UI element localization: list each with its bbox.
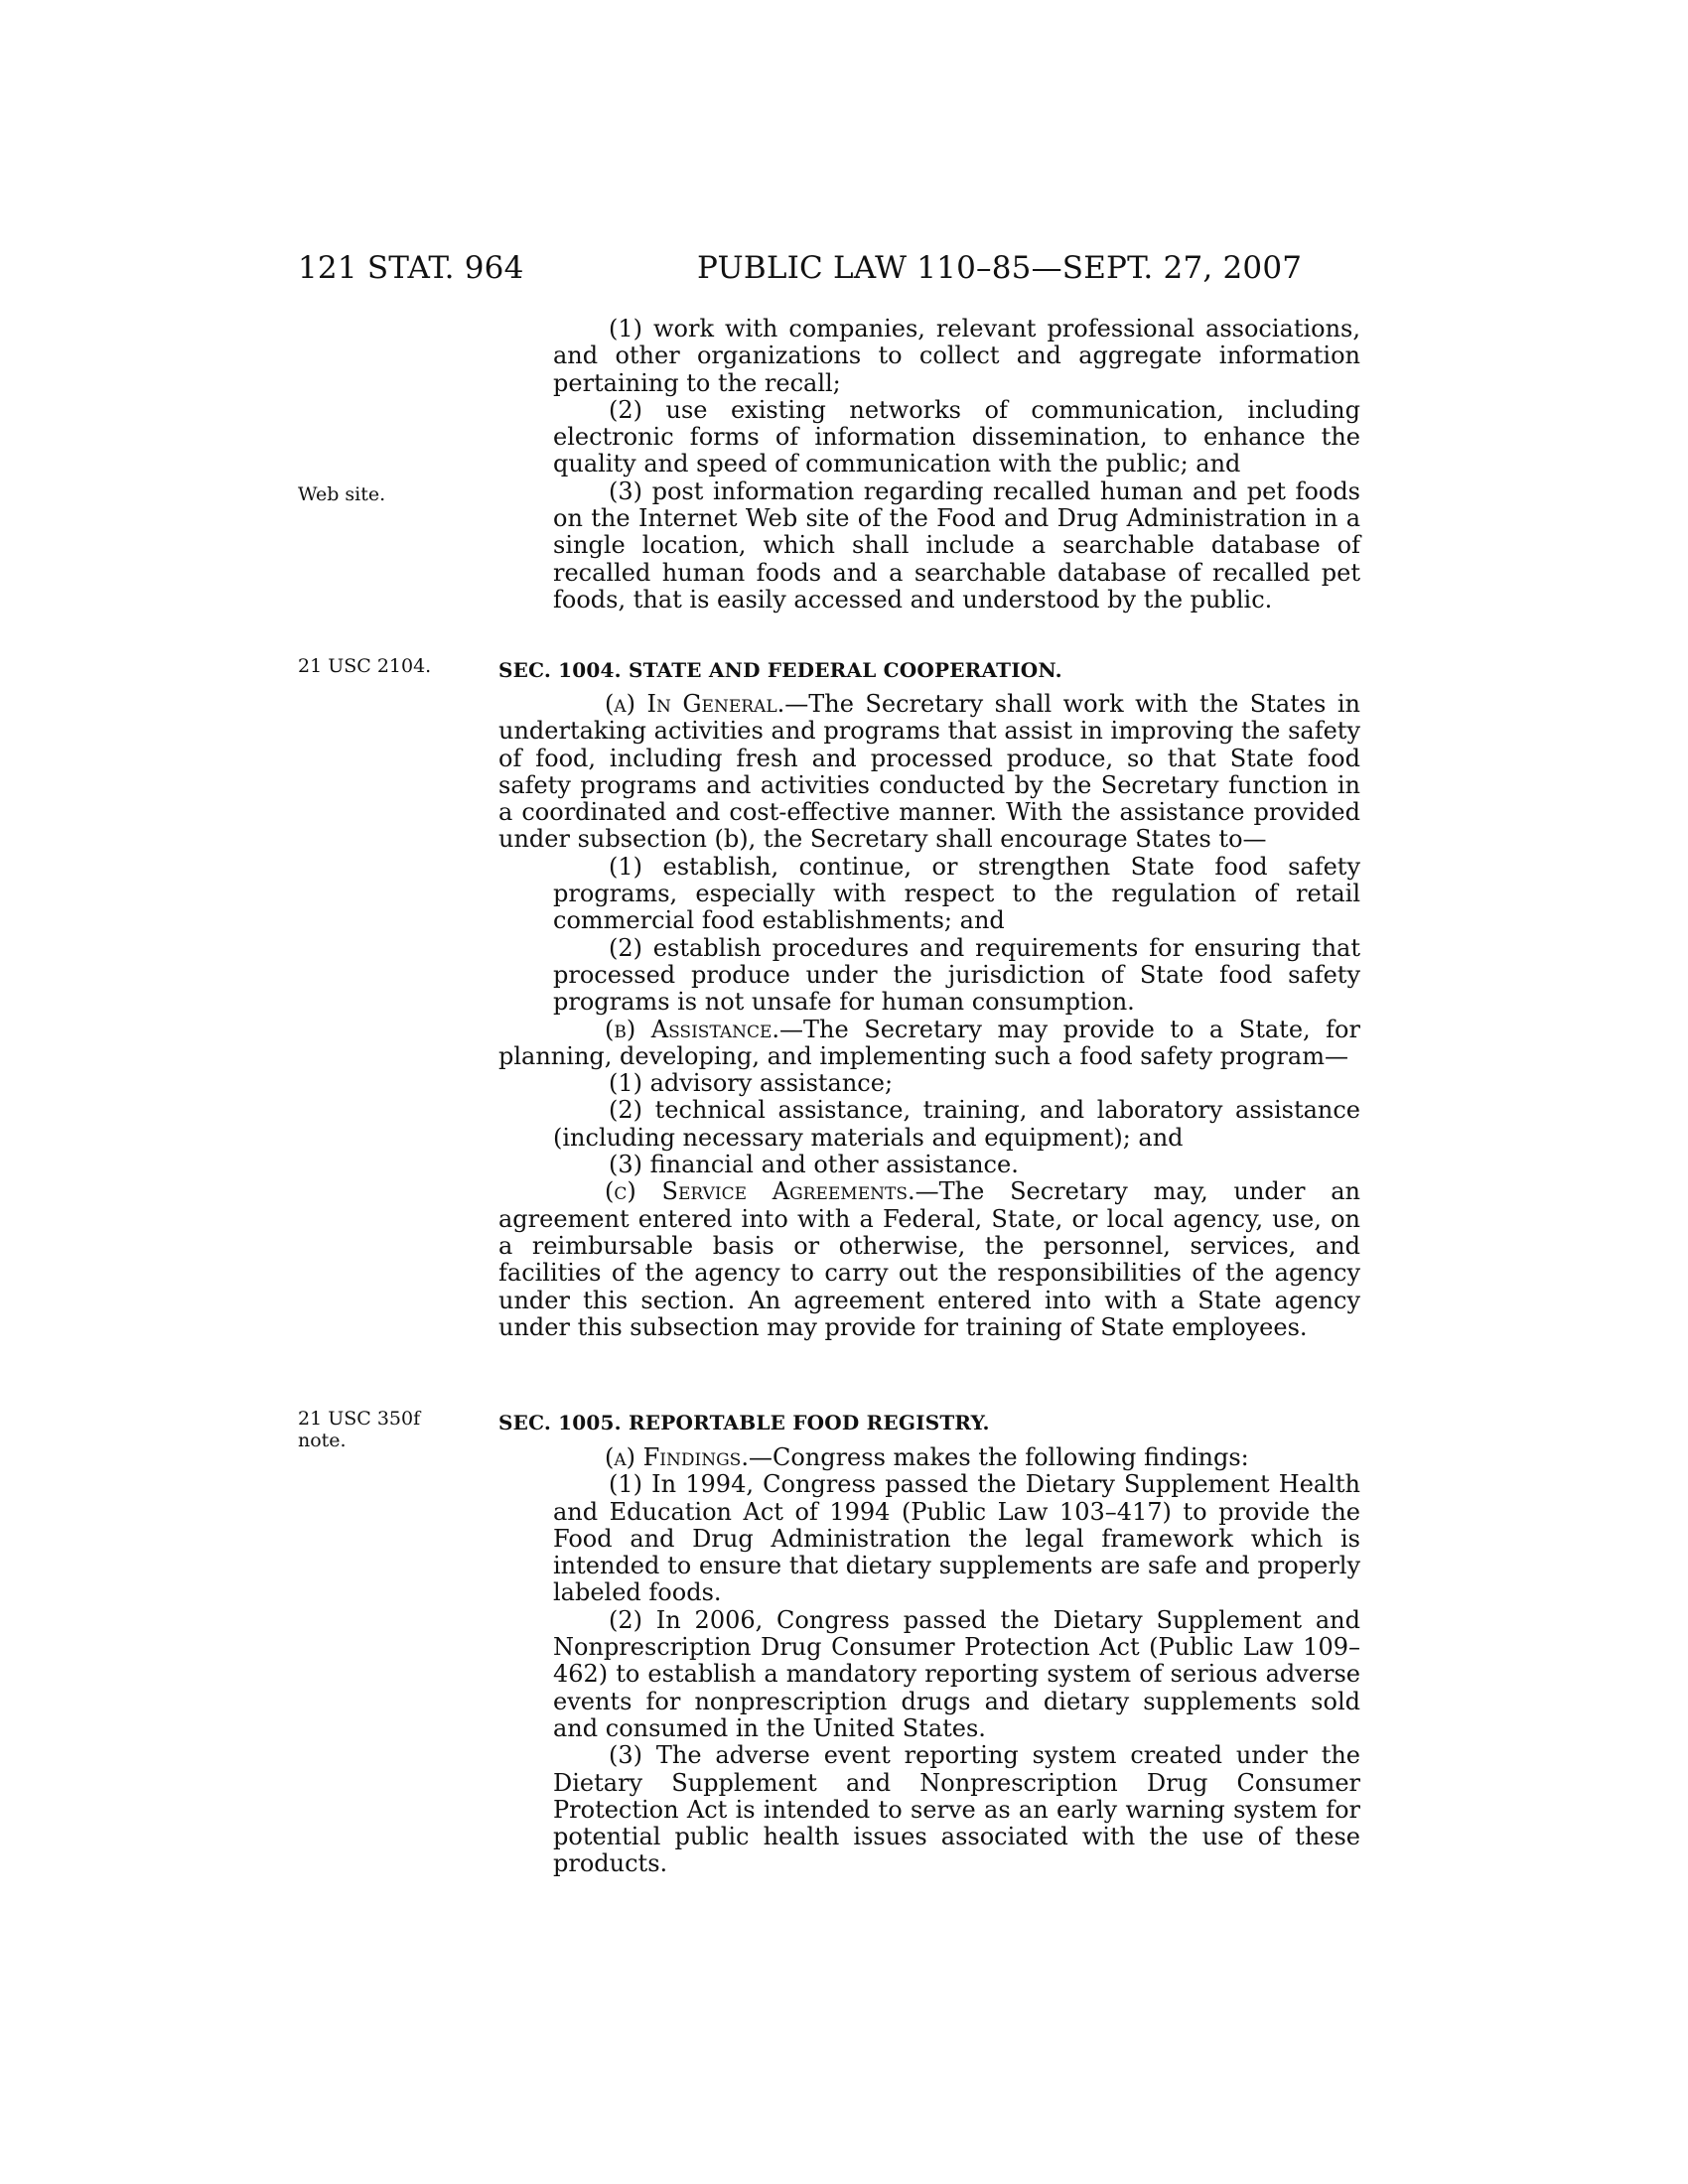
paragraph-recall-1: (1) work with companies, relevant professional associations, and other organizations to collect and aggregate information pertaining to the recall; xyxy=(553,315,1360,397)
subsection-b-item-2: (2) technical assistance, training, and laboratory assistance (including necessary materials and equipment); and xyxy=(553,1096,1360,1152)
section-1004-body xyxy=(498,691,1360,1341)
subsection-b-item-1: (1) advisory assistance; xyxy=(609,1069,894,1098)
subsection-b-text: —The Secretary may provide to a State, for planning, developing, and implementing such a food safety program— xyxy=(498,1015,1360,1070)
subsection-b-label: (b) Assistance. xyxy=(605,1015,780,1043)
subsection-a-label: (a) In General. xyxy=(605,690,785,718)
paragraph-recall-3: (3) post information regarding recalled human and pet foods on the Internet Web site of the Food and Drug Administration in a single location, which shall include a searchable database of recalled human foods and a searchable database of recalled pet foods, that is easily accessed and understood by the public. xyxy=(553,477,1360,614)
findings-label: (a) Findings. xyxy=(605,1443,749,1471)
subsection-a-findings xyxy=(498,1444,1360,1471)
page-stat-number: 121 STAT. 964 xyxy=(298,250,524,286)
findings-text: —Congress makes the following findings: xyxy=(748,1443,1249,1471)
subsection-c-text: —The Secretary may, under an agreement entered into with a Federal, State, or local agency, use, on a reimbursable basis or otherwise, the personnel, services, and facilities of the agency to carry out the responsibilities of the agency under this section. An agreement entered into with a State agency under this subsection may provide for training of State employees. xyxy=(498,1177,1360,1341)
margin-note-usc-350f-line2: note. xyxy=(298,1430,347,1451)
subsection-a-text: —The Secretary shall work with the States in undertaking activities and programs that assist in improving the safety of food, including fresh and processed produce, so that State food safety programs and activities conducted by the Secretary function in a coordinated and cost-effective manner. With the assistance provided under subsection (b), the Secretary shall encourage States to— xyxy=(498,690,1360,854)
margin-note-usc-2104: 21 USC 2104. xyxy=(298,655,432,677)
page-header-title: PUBLIC LAW 110–85—SEPT. 27, 2007 xyxy=(697,250,1303,286)
margin-note-web-site: Web site. xyxy=(298,483,386,505)
subsection-a-general xyxy=(498,691,1360,854)
continuation-paragraphs xyxy=(498,316,1360,614)
margin-note-usc-350f xyxy=(298,1408,420,1451)
section-1005-body xyxy=(498,1444,1360,1878)
section-1004-heading: SEC. 1004. STATE AND FEDERAL COOPERATION. xyxy=(498,658,1062,682)
subsection-b-assistance xyxy=(498,1017,1360,1071)
finding-1: (1) In 1994, Congress passed the Dietary Supplement Health and Education Act of 1994 (Public Law 103–417) to provide the Food and Drug Administration the legal framework which is intended to ensure that dietary supplements are safe and properly labeled foods. xyxy=(553,1470,1360,1607)
section-1005-heading: SEC. 1005. REPORTABLE FOOD REGISTRY. xyxy=(498,1411,990,1434)
finding-3: (3) The adverse event reporting system created under the Dietary Supplement and Nonprescription Drug Consumer Protection Act is intended to serve as an early warning system for potential public health issues associated with the use of these products. xyxy=(553,1741,1360,1878)
finding-2: (2) In 2006, Congress passed the Dietary Supplement and Nonprescription Drug Consumer Protection Act (Public Law 109–462) to establish a mandatory reporting system of serious adverse events for nonprescription drugs and dietary supplements sold and consumed in the United States. xyxy=(553,1605,1360,1742)
subsection-a-item-2: (2) establish procedures and requirements for ensuring that processed produce under the jurisdiction of State food safety programs is not unsafe for human consumption. xyxy=(553,933,1360,1017)
subsection-c-label: (c) Service Agreements. xyxy=(605,1177,915,1206)
subsection-c-service-agreements xyxy=(498,1178,1360,1341)
subsection-b-item-3: (3) financial and other assistance. xyxy=(609,1151,1019,1179)
margin-note-usc-350f-line1: 21 USC 350f xyxy=(298,1408,421,1430)
paragraph-recall-2: (2) use existing networks of communication, including electronic forms of information dissemination, to enhance the quality and speed of communication with the public; and xyxy=(553,395,1360,478)
subsection-a-item-1: (1) establish, continue, or strengthen State food safety programs, especially with respect to the regulation of retail commercial food establishments; and xyxy=(553,852,1360,935)
